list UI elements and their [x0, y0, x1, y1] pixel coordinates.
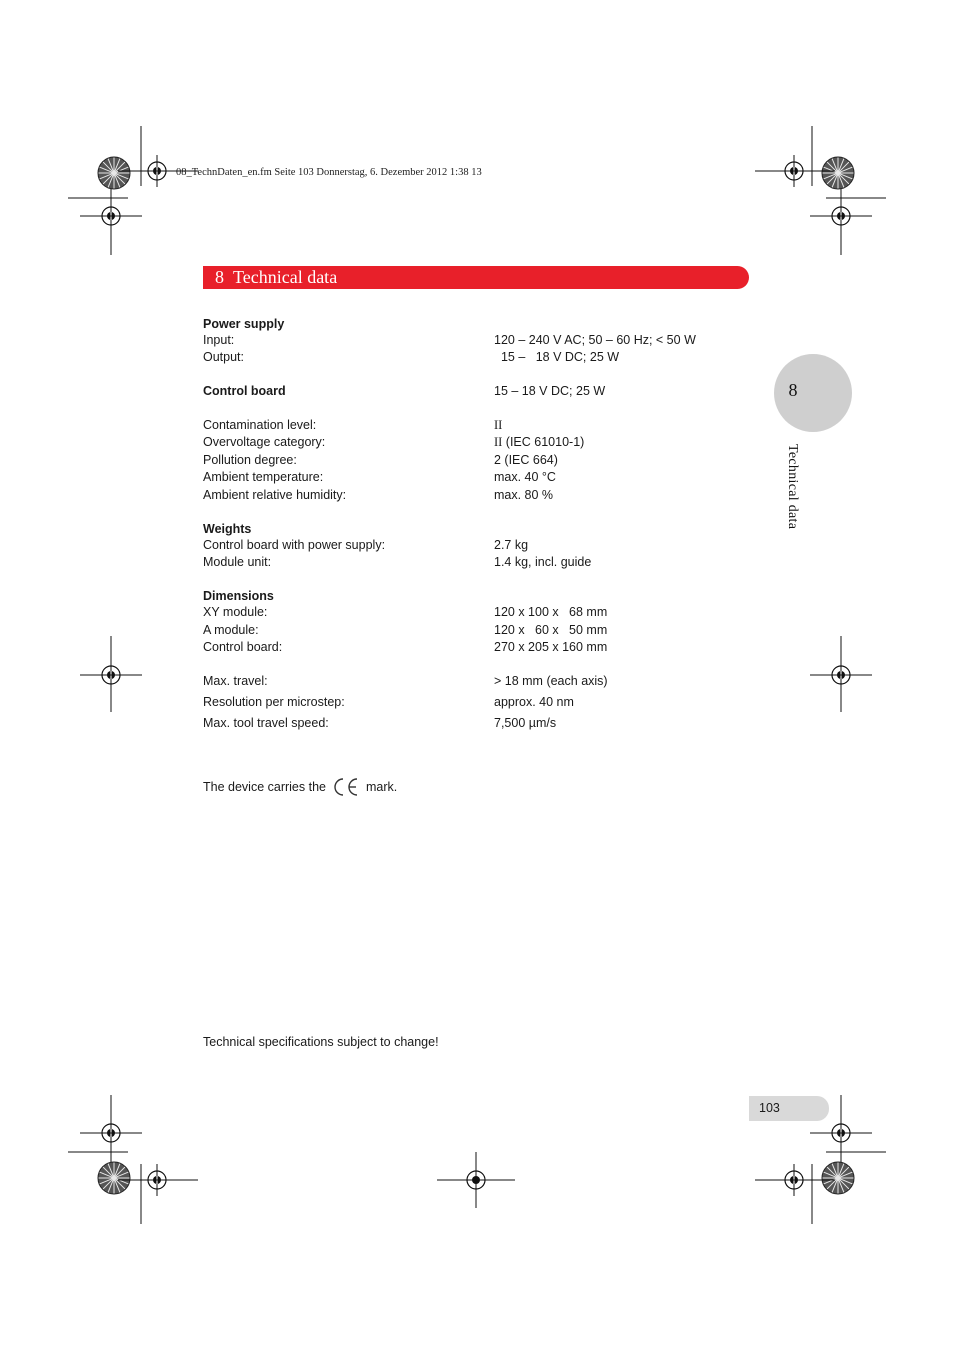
chapter-header-bar	[203, 266, 749, 289]
weights-heading: Weights	[203, 522, 252, 536]
file-slug-line: 08_TechnDaten_en.fm Seite 103 Donnerstag, 6. Dezember 2012 1:38 13	[176, 167, 482, 178]
resolution-label: Resolution per microstep:	[203, 695, 345, 709]
page-number: 103	[749, 1096, 829, 1121]
humidity-label: Ambient relative humidity:	[203, 488, 347, 502]
speed-value: 7,500 µm/s	[494, 716, 557, 730]
side-tab-label: Technical data	[785, 444, 800, 530]
board-dimension-value: 270 x 205 x 160 mm	[494, 640, 608, 654]
output-value: 15 – 18 V DC; 25 W	[494, 350, 620, 364]
xy-module-label: XY module:	[203, 605, 268, 619]
board-weight-value: 2.7 kg	[494, 538, 529, 552]
overvoltage-label: Overvoltage category:	[203, 435, 326, 449]
control-board-value: 15 – 18 V DC; 25 W	[494, 384, 606, 398]
chapter-number: 8	[215, 267, 224, 287]
max-travel-value: > 18 mm (each axis)	[494, 674, 608, 688]
output-label: Output:	[203, 350, 244, 364]
board-dimension-label: Control board:	[203, 640, 283, 654]
board-weight-label: Control board with power supply:	[203, 538, 386, 552]
humidity-value: max. 80 %	[494, 488, 554, 502]
module-weight-label: Module unit:	[203, 555, 272, 569]
contamination-label: Contamination level:	[203, 418, 317, 432]
ce-note-before: The device carries the	[203, 780, 326, 794]
dimensions-heading: Dimensions	[203, 589, 274, 603]
side-tab-number: 8	[788, 380, 798, 400]
temperature-label: Ambient temperature:	[203, 470, 324, 484]
module-weight-value: 1.4 kg, incl. guide	[494, 555, 592, 569]
pollution-label: Pollution degree:	[203, 453, 297, 467]
chapter-title	[215, 266, 337, 289]
resolution-value: approx. 40 nm	[494, 695, 574, 709]
ce-note	[203, 777, 397, 797]
contamination-value: II	[494, 418, 503, 432]
a-module-label: A module:	[203, 623, 259, 637]
control-board-heading: Control board	[203, 384, 286, 398]
temperature-value: max. 40 °C	[494, 470, 556, 484]
input-label: Input:	[203, 333, 235, 347]
power-supply-heading: Power supply	[203, 317, 285, 331]
a-module-value: 120 x 60 x 50 mm	[494, 623, 608, 637]
overvoltage-value: (IEC 61010-1)	[502, 435, 585, 449]
overvoltage-value-row	[494, 435, 584, 450]
chapter-title-text: Technical data	[233, 267, 338, 287]
max-travel-label: Max. travel:	[203, 674, 268, 688]
pollution-value: 2 (IEC 664)	[494, 453, 558, 467]
overvoltage-roman: II	[494, 435, 503, 449]
xy-module-value: 120 x 100 x 68 mm	[494, 605, 608, 619]
footer-note: Technical specifications subject to change!	[203, 1035, 439, 1049]
ce-note-after: mark.	[365, 780, 398, 794]
input-value: 120 – 240 V AC; 50 – 60 Hz; < 50 W	[494, 333, 696, 347]
ce-mark-icon	[331, 777, 361, 797]
speed-label: Max. tool travel speed:	[203, 716, 329, 730]
